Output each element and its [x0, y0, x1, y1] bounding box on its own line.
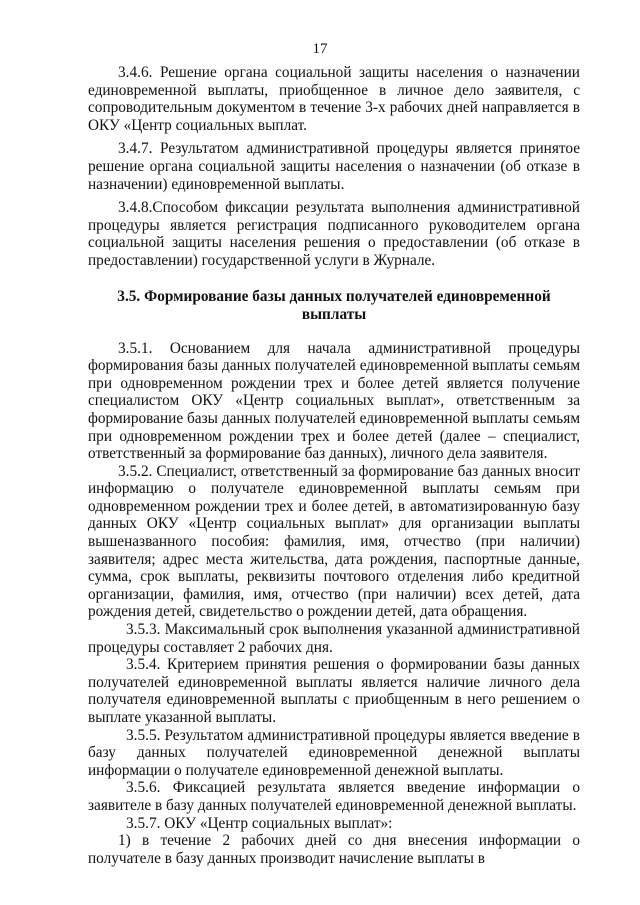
- paragraph-3-4-6: 3.4.6. Решение органа социальной защиты населения о назначении единовременной выплаты, приобщенное в личное дело заявителя, с сопроводительным документом в течение 3-х рабочих дней направляется в ОКУ «Центр социальных выплат.: [88, 64, 580, 134]
- paragraph-3-5-5: 3.5.5. Результатом административной процедуры является введение в базу данных получателей единовременной денежной выплаты информации о получателе единовременной денежной выплаты.: [88, 726, 580, 779]
- paragraph-3-4-8: 3.4.8.Способом фиксации результата выполнения административной процедуры является регистрация подписанного руководителем органа социальной защиты населения решения о предоставлении (об отказе в предоставлении) государственной услуги в Журнале.: [88, 199, 580, 269]
- paragraph-3-5-7-item-1: 1) в течение 2 рабочих дней со дня внесения информации о получателе в базу данных производит начисление выплаты в: [88, 832, 580, 867]
- document-body: [88, 64, 580, 867]
- page-number: 17: [312, 41, 328, 57]
- paragraph-3-5-3: 3.5.3. Максимальный срок выполнения указанной административной процедуры составляет 2 рабочих дня.: [88, 621, 580, 656]
- paragraph-3-5-7: 3.5.7. ОКУ «Центр социальных выплат»:: [126, 814, 393, 832]
- paragraph-3-5-1: 3.5.1. Основанием для начала административной процедуры формирования базы данных получателей единовременной выплаты семьям при одновременном рождении трех и более детей является получение специалистом ОКУ «Центр социальных выплат», ответственным за формирование базы данных получателей единовременной выплаты семьям при одновременном рождении трех и более детей (далее – специалист, ответственный за формирование баз данных), личного дела заявителя.: [88, 339, 580, 463]
- paragraph-3-5-6: 3.5.6. Фиксацией результата является введение информации о заявителе в базу данных получателей единовременной денежной выплаты.: [88, 779, 580, 814]
- paragraph-3-4-7: 3.4.7. Результатом административной процедуры является принятое решение органа социальной защиты населения о назначении (об отказе в назначении) единовременной выплаты.: [88, 140, 580, 193]
- paragraph-3-5-2: 3.5.2. Специалист, ответственный за формирование баз данных вносит информацию о получателе единовременной выплаты семьям при одновременном рождении трех и более детей, в автоматизированную базу данных ОКУ «Центр социальных выплат» для организации выплаты вышеназванного пособия: фамилия, имя, отчество (при наличии) заявителя; адрес места жительства, дата рождения, паспортные данные, сумма, срок выплаты, реквизиты почтового отделения либо кредитной организации, фамилия, имя, отчество (при наличии) всех детей, дата рождения детей, свидетельство о рождении детей, дата обращения.: [88, 462, 580, 621]
- paragraph-3-5-4: 3.5.4. Критерием принятия решения о формировании базы данных получателей единовременной выплаты является наличие личного дела получателя единовременной выплаты с приобщенным в него решением о выплате указанной выплаты.: [88, 656, 580, 726]
- section-heading: 3.5. Формирование базы данных получателей единовременной выплаты: [117, 287, 551, 323]
